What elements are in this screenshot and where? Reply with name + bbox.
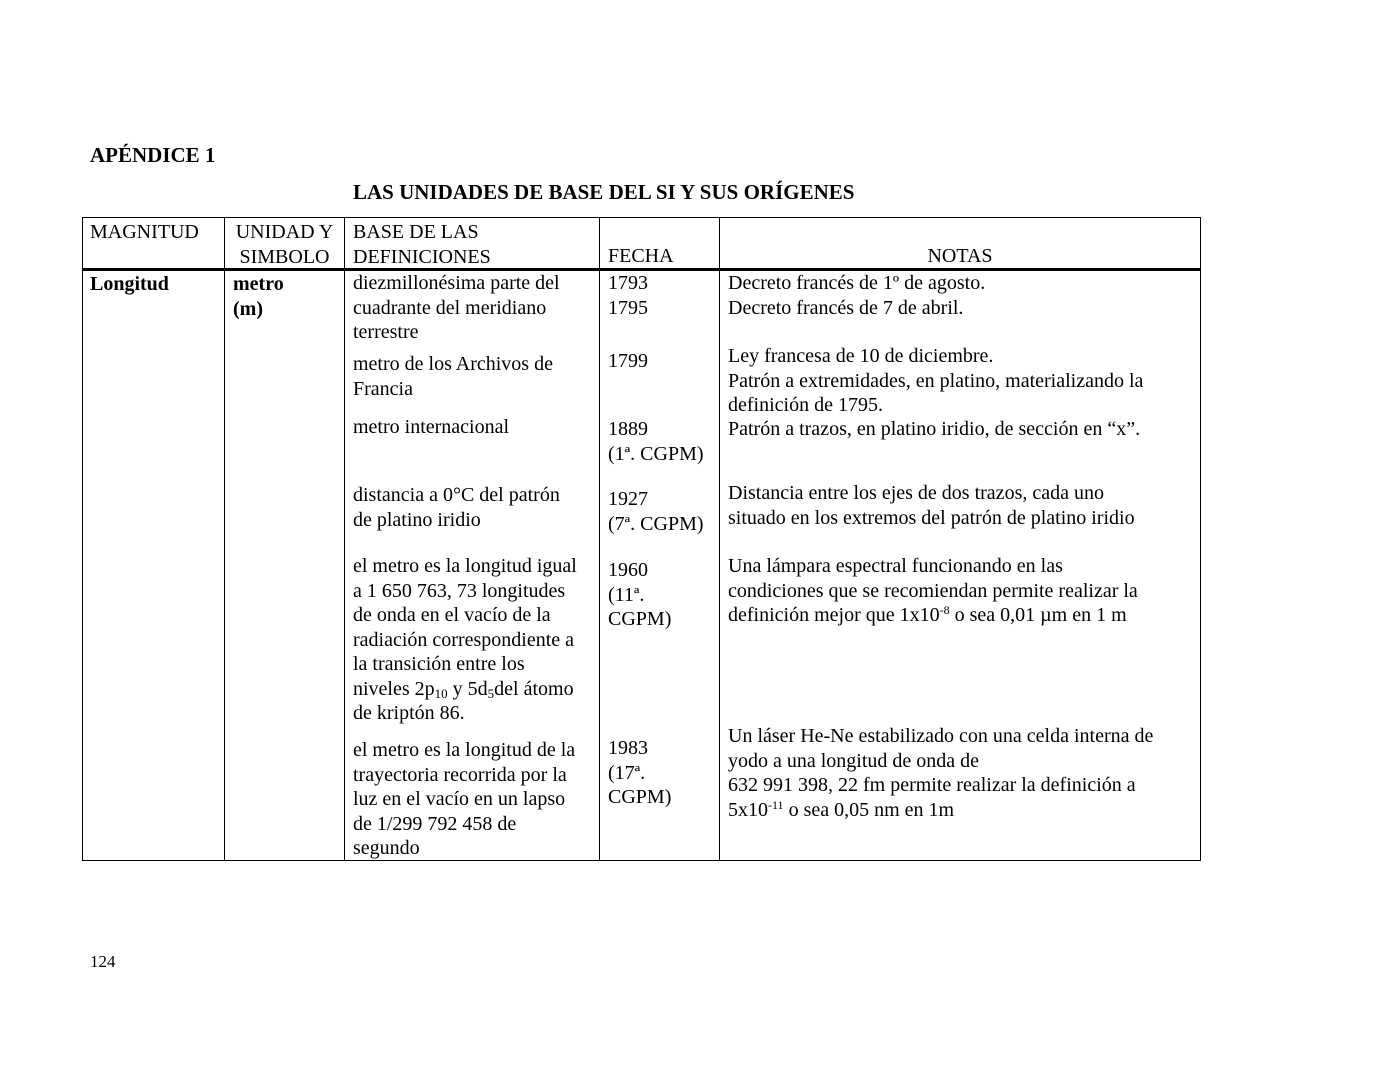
header-unidad-line: UNIDAD Y (235, 221, 334, 243)
text-line: luz en el vacío en un lapso (353, 788, 566, 810)
text-line: 1889 (608, 418, 648, 440)
text-line: Patrón a trazos, en platino iridio, de sección en “x”. (728, 418, 1141, 440)
header-base (353, 220, 491, 269)
header-base-line: BASE DE LAS (353, 221, 479, 243)
unidad-name: metro (233, 273, 284, 295)
text-line: Distancia entre los ejes de dos trazos, cada uno (728, 482, 1104, 504)
text-line: (1ª. CGPM) (608, 442, 704, 465)
text-fragment: o sea 0,01 µm en 1 m (949, 604, 1127, 626)
text-line: metro de los Archivos de (353, 353, 553, 375)
text-line: yodo a una longitud de onda de (728, 749, 980, 772)
text-line: distancia a 0°C del patrón (353, 484, 560, 506)
notas-cell (728, 271, 985, 320)
text-line: 1983 (608, 737, 648, 759)
text-line: trayectoria recorrida por la (353, 763, 567, 786)
text-line: (17ª. (608, 761, 646, 784)
text-line: 1793 (608, 272, 648, 294)
text-line: de platino iridio (353, 508, 481, 531)
text-line: Francia (353, 377, 413, 400)
column-divider (224, 218, 225, 860)
text-fragment: definición mejor que 1x10 (728, 604, 940, 626)
text-line: el metro es la longitud igual (353, 555, 577, 577)
text-line (353, 677, 577, 702)
text-line: 632 991 398, 22 fm permite realizar la definición a (728, 774, 1136, 796)
text-line: Patrón a extremidades, en platino, materializando la (728, 369, 1144, 392)
unidad-metro (233, 272, 284, 321)
column-divider (599, 218, 600, 860)
text-line: diezmillonésima parte del (353, 272, 560, 294)
subscript: 10 (434, 685, 448, 701)
notas-cell (728, 417, 1140, 442)
text-line: el metro es la longitud de la (353, 739, 576, 761)
fecha-cell (608, 417, 704, 466)
text-line: terrestre (353, 321, 419, 343)
text-line: metro internacional (353, 416, 510, 438)
text-line: Decreto francés de 1º de agosto. (728, 272, 986, 294)
magnitud-longitud: Longitud (90, 273, 169, 295)
text-fragment: y 5d (447, 677, 488, 700)
text-fragment: o sea 0,05 nm en 1m (783, 798, 955, 821)
base-definicion (353, 483, 560, 532)
column-divider (344, 218, 345, 860)
text-fragment: del átomo (494, 677, 574, 700)
unidad-symbol: (m) (233, 297, 263, 320)
notas-cell (728, 344, 1143, 418)
header-fecha: FECHA (608, 245, 674, 267)
base-definicion (353, 554, 577, 726)
exponent: -11 (768, 797, 784, 812)
notas-cell (728, 481, 1135, 530)
text-line: condiciones que se recomiendan permite realizar la (728, 579, 1138, 602)
page-number: 124 (90, 952, 116, 971)
text-line: segundo (353, 837, 420, 859)
fecha-cell (608, 271, 648, 320)
base-definicion (353, 415, 509, 440)
text-line (728, 798, 1153, 823)
exponent: -8 (939, 603, 950, 617)
text-line: (7ª. CGPM) (608, 512, 704, 535)
text-line: Ley francesa de 10 de diciembre. (728, 345, 994, 367)
appendix-heading: APÉNDICE 1 (90, 143, 216, 167)
header-magnitud: MAGNITUD (90, 221, 199, 243)
text-line: 1795 (608, 296, 648, 319)
base-definicion (353, 738, 575, 861)
header-unidad (225, 220, 344, 269)
text-fragment: 5x10 (728, 798, 768, 821)
header-unidad-line: SIMBOLO (239, 245, 330, 268)
column-divider (719, 218, 720, 860)
text-line: radiación correspondiente a (353, 628, 575, 651)
text-line: la transición entre los (353, 653, 525, 675)
base-definicion (353, 352, 553, 401)
text-line: Un láser He-Ne estabilizado con una celda interna de (728, 725, 1154, 747)
text-line: CGPM) (608, 608, 672, 630)
text-line: cuadrante del meridiano (353, 296, 547, 319)
fecha-cell (608, 487, 704, 536)
text-line (728, 603, 1138, 628)
text-line: CGPM) (608, 786, 672, 808)
text-line: (11ª. (608, 583, 645, 606)
text-line: Una lámpara espectral funcionando en las (728, 555, 1063, 577)
fecha-cell (608, 349, 648, 374)
si-units-table (82, 217, 1201, 861)
text-fragment: niveles 2p (353, 677, 435, 700)
text-line: situado en los extremos del patrón de platino iridio (728, 506, 1135, 529)
text-line: de 1/299 792 458 de (353, 812, 517, 835)
text-line: Decreto francés de 7 de abril. (728, 296, 964, 319)
fecha-cell (608, 736, 671, 810)
text-line: definición de 1795. (728, 394, 883, 416)
text-line: 1927 (608, 488, 648, 510)
fecha-cell (608, 558, 671, 632)
subscript: 5 (487, 685, 495, 701)
header-notas: NOTAS (927, 245, 993, 267)
text-line: de onda en el vacío de la (353, 604, 551, 626)
text-line: 1799 (608, 350, 648, 372)
text-line: 1960 (608, 559, 648, 581)
base-definicion (353, 271, 560, 345)
notas-cell (728, 554, 1138, 628)
notas-cell (728, 724, 1153, 822)
text-line: de kriptón 86. (353, 702, 465, 724)
table-title: LAS UNIDADES DE BASE DEL SI Y SUS ORÍGENES (353, 180, 855, 204)
text-line: a 1 650 763, 73 longitudes (353, 579, 566, 602)
header-base-line: DEFINICIONES (353, 245, 491, 268)
